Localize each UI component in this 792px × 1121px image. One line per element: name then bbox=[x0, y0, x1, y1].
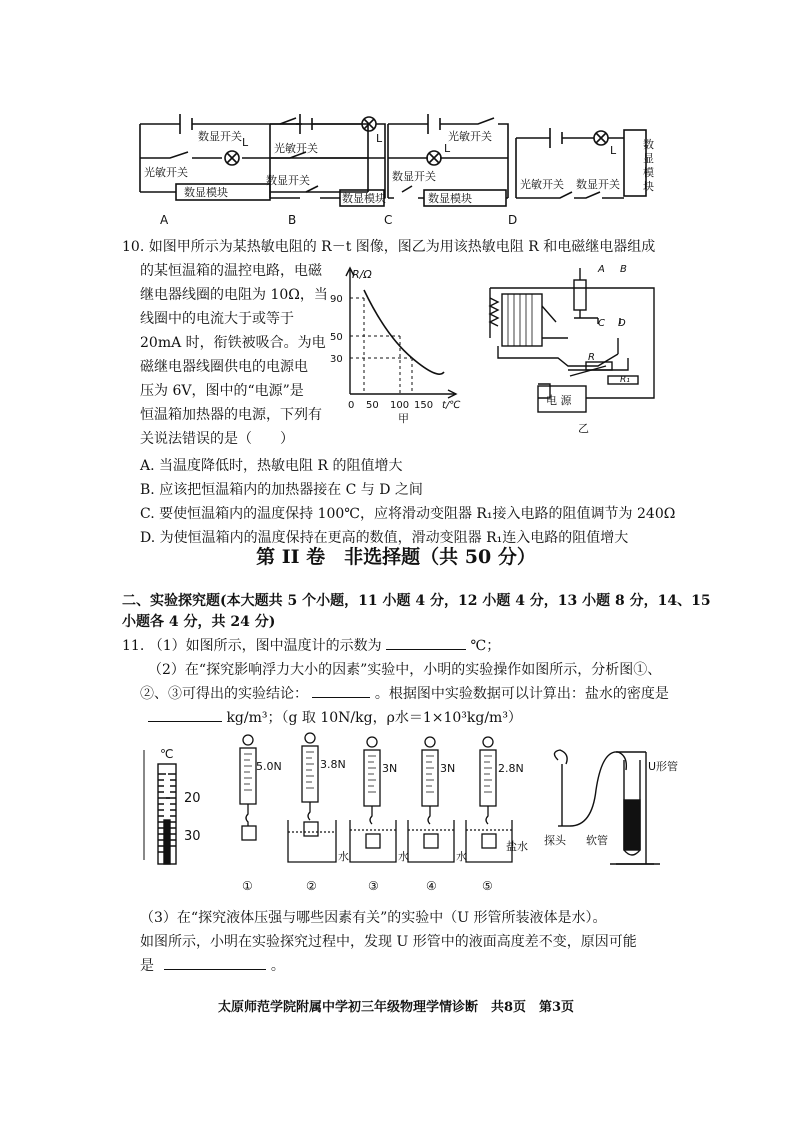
thermometer-unit: ℃ bbox=[160, 747, 174, 761]
circuit-b-digital-switch: 数显开关 bbox=[266, 174, 310, 187]
relay-label-c: C bbox=[598, 318, 605, 329]
q10-stem-line-3: 继电器线圈的电阻为 10Ω，当 bbox=[140, 287, 328, 303]
circuit-label-c: C bbox=[384, 213, 393, 227]
q11-line-6: 如图所示，小明在实验探究过程中，发现 U 形管中的液面高度差不变，原因可能 bbox=[140, 934, 637, 950]
circuit-a-lamp-label: L bbox=[242, 136, 249, 149]
circuit-d-module-char-1: 数 bbox=[643, 138, 654, 151]
rt-ytick-30: 30 bbox=[330, 354, 343, 365]
relay-label-r: R bbox=[588, 352, 595, 363]
thermometer-tick-30: 30 bbox=[184, 829, 201, 844]
circuit-d-module-char-4: 块 bbox=[643, 180, 654, 193]
u-tube-label: U形管 bbox=[648, 760, 679, 773]
rt-xtick-50: 50 bbox=[366, 400, 379, 411]
rt-xtick-150: 150 bbox=[414, 400, 434, 411]
page-footer: 太原师范学院附属中学初三年级物理学情诊断 共8页 第3页 bbox=[217, 1000, 575, 1015]
q11-answer-blank-3[interactable] bbox=[148, 707, 222, 722]
relay-label-b: B bbox=[620, 264, 627, 275]
circuit-d-module-char-2: 显 bbox=[643, 152, 654, 165]
q10-option-b: B. 应该把恒温箱内的加热器接在 C 与 D 之间 bbox=[140, 482, 423, 498]
q11-line-7-text: 是 bbox=[140, 958, 154, 974]
q11-answer-blank-1[interactable] bbox=[386, 635, 466, 650]
thermometer-tick-20: 20 bbox=[184, 791, 201, 806]
q10-stem-line-5: 20mA 时，衔铁被吸合。为电 bbox=[140, 335, 326, 351]
liquid-label-3: 水 bbox=[398, 850, 409, 863]
q11-line-1-unit: ℃； bbox=[470, 638, 501, 654]
rt-ytick-90: 90 bbox=[330, 294, 343, 305]
q11-line-7 bbox=[140, 955, 285, 975]
relay-label-d: D bbox=[618, 318, 626, 329]
circuit-a-digital-switch: 数显开关 bbox=[198, 130, 242, 143]
circuit-c-module: 数显模块 bbox=[428, 192, 472, 205]
liquid-label-5: 盐水 bbox=[506, 840, 528, 853]
q10-stem-line-2: 的某恒温箱的温控电路，电磁 bbox=[140, 263, 322, 279]
q11-line-3 bbox=[140, 683, 669, 703]
circuit-c-light-switch: 光敏开关 bbox=[448, 130, 492, 143]
spring-scale-4 bbox=[408, 737, 454, 862]
circuit-c-lamp-label: L bbox=[444, 142, 451, 155]
figure-num-2: ② bbox=[306, 879, 317, 893]
section-title: 第 II 卷 非选择题（共 50 分） bbox=[256, 546, 536, 568]
figure-num-3: ③ bbox=[368, 879, 379, 893]
q11-line-5: （3）在“探究液体压强与哪些因素有关”的实验中（U 形管所装液体是水）。 bbox=[140, 910, 607, 926]
q11-line-1 bbox=[122, 635, 500, 655]
circuit-c-digital-switch: 数显开关 bbox=[392, 170, 436, 183]
scale-reading-5: 2.8N bbox=[498, 762, 524, 775]
relay-caption: 乙 bbox=[578, 422, 589, 435]
spring-scale-3 bbox=[350, 737, 396, 862]
relay-label-r1: R₁ bbox=[620, 375, 630, 385]
spring-scale-2 bbox=[288, 733, 336, 862]
circuit-d-module-char-3: 模 bbox=[643, 166, 654, 179]
circuit-label-d: D bbox=[508, 213, 518, 227]
part2-header-line-1: 二、实验探究题(本大题共 5 个小题，11 小题 4 分，12 小题 4 分，13 小题 8 分，14、15 bbox=[122, 593, 711, 609]
relay-power-label: 电 源 bbox=[546, 394, 572, 407]
part2-header-line-2: 小题各 4 分，共 24 分) bbox=[122, 614, 276, 630]
scale-reading-1: 5.0N bbox=[256, 760, 282, 773]
hose-label: 软管 bbox=[586, 834, 608, 847]
q10-stem-line-6: 磁继电器线圈供电的电源电 bbox=[140, 359, 308, 375]
q11-answer-blank-4[interactable] bbox=[164, 955, 266, 970]
rt-graph-xlabel: t/℃ bbox=[442, 400, 461, 411]
scale-reading-3: 3N bbox=[382, 762, 398, 775]
figure-num-1: ① bbox=[242, 879, 253, 893]
q10-option-c: C. 要使恒温箱内的温度保持 100℃，应将滑动变阻器 R₁接入电路的阻值调节为 240Ω bbox=[140, 506, 676, 522]
q10-stem-line-4: 线圈中的电流大于或等于 bbox=[140, 311, 294, 327]
circuit-options-figure bbox=[130, 108, 670, 230]
figure-num-5: ⑤ bbox=[482, 879, 493, 893]
q10-stem-line-9: 关说法错误的是（ ） bbox=[140, 431, 294, 447]
circuit-b-lamp-label: L bbox=[376, 132, 383, 145]
rt-graph-caption: 甲 bbox=[398, 412, 409, 424]
rt-graph-ylabel: R/Ω bbox=[352, 268, 372, 281]
scale-reading-4: 3N bbox=[440, 762, 456, 775]
liquid-label-4: 水 bbox=[456, 850, 467, 863]
liquid-label-2: 水 bbox=[338, 850, 349, 863]
relay-label-a: A bbox=[598, 264, 605, 275]
q10-stem-line-1: 10. 如图甲所示为某热敏电阻的 R－t 图像，图乙为用该热敏电阻 R 和电磁继电器组成 bbox=[122, 239, 656, 255]
q10-stem-line-7: 压为 6V，图中的“电源”是 bbox=[140, 383, 304, 399]
experiment-figure bbox=[140, 730, 680, 900]
q11-line-4-text: kg/m³；（g 取 10N/kg，ρ水＝1×10³kg/m³） bbox=[226, 710, 522, 726]
spring-scale-1 bbox=[240, 735, 256, 840]
q10-option-d: D. 为使恒温箱内的温度保持在更高的数值，滑动变阻器 R₁连入电路的阻值增大 bbox=[140, 530, 629, 546]
circuit-b-module: 数显模块 bbox=[342, 192, 386, 205]
rt-xtick-100: 100 bbox=[390, 400, 410, 411]
q10-stem-line-8: 恒温箱加热器的电源，下列有 bbox=[140, 407, 322, 423]
q11-line-7-period: 。 bbox=[270, 958, 285, 974]
rt-curve bbox=[364, 290, 444, 374]
thermometer bbox=[144, 750, 176, 864]
circuit-b-light-switch: 光敏开关 bbox=[274, 142, 318, 155]
rt-graph bbox=[328, 262, 478, 424]
q10-option-a: A. 当温度降低时，热敏电阻 R 的阻值增大 bbox=[140, 458, 403, 474]
q11-line-1-text: 11. （1）如图所示，图中温度计的示数为 bbox=[122, 638, 382, 654]
circuit-a bbox=[140, 114, 368, 200]
circuit-d-digital-switch: 数显开关 bbox=[576, 178, 620, 191]
circuit-d-light-switch: 光敏开关 bbox=[520, 178, 564, 191]
scale-reading-2: 3.8N bbox=[320, 758, 346, 771]
circuit-label-b: B bbox=[288, 213, 297, 227]
q11-line-2: （2）在“探究影响浮力大小的因素”实验中，小明的实验操作如图所示，分析图①、 bbox=[148, 662, 662, 678]
circuit-a-light-switch: 光敏开关 bbox=[144, 166, 188, 179]
circuit-d-lamp-label: L bbox=[610, 144, 617, 157]
q11-line-3-post: 。根据图中实验数据可以计算出：盐水的密度是 bbox=[374, 686, 669, 702]
figure-num-4: ④ bbox=[426, 879, 437, 893]
probe-label: 探头 bbox=[544, 834, 566, 847]
circuit-a-module: 数显模块 bbox=[184, 186, 228, 199]
rt-xtick-0: 0 bbox=[348, 400, 355, 411]
q11-line-3-text: ②、③可得出的实验结论： bbox=[140, 686, 308, 702]
relay-circuit bbox=[478, 258, 668, 438]
circuit-label-a: A bbox=[160, 213, 169, 227]
q11-line-4 bbox=[148, 707, 522, 727]
q11-answer-blank-2[interactable] bbox=[312, 683, 370, 698]
rt-ytick-50: 50 bbox=[330, 332, 343, 343]
